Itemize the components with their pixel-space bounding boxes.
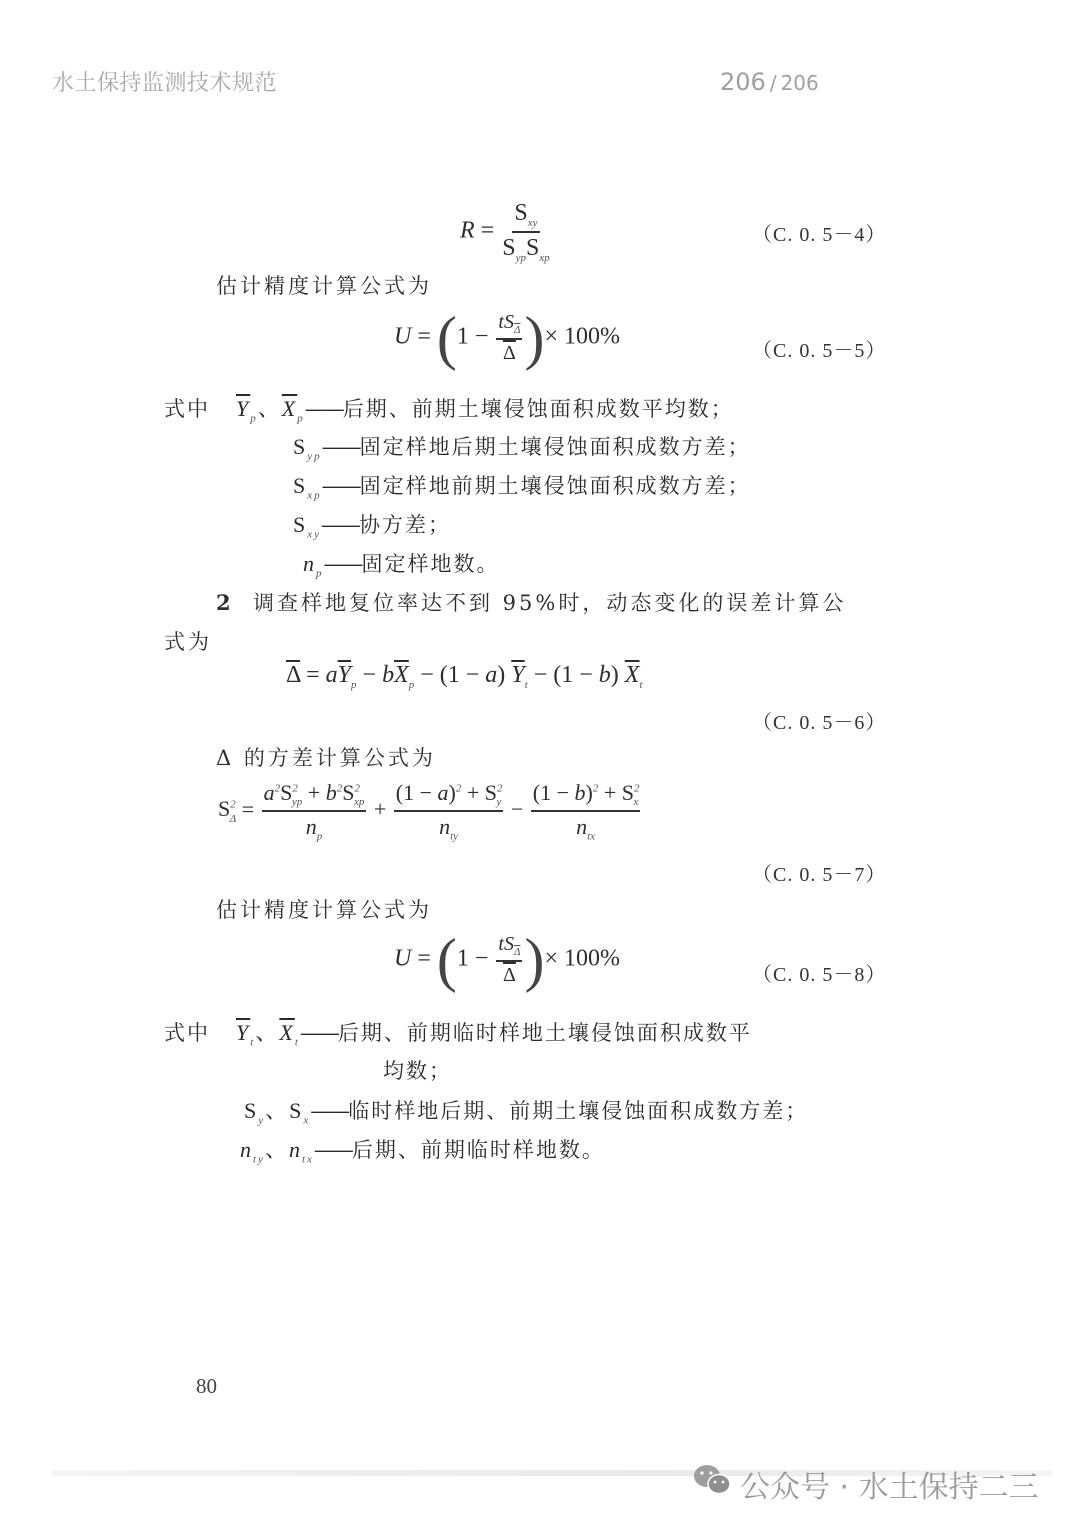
dash: —— [299, 1021, 338, 1045]
right-paren: ) [524, 305, 545, 371]
fraction: $\frac{(1 - b)^2 + S^2_x}{n_{tx}}$ [532, 780, 640, 843]
numerator-t: t [498, 311, 504, 333]
subscript: p [316, 567, 324, 580]
dash: —— [321, 513, 360, 537]
item-number: 2 [216, 590, 234, 615]
watermark [692, 1462, 1039, 1506]
paragraph-text-cont: 式为 [164, 630, 212, 654]
formula-c056: $\overline{\Delta} = a\overline{Y}_p - b\overline{X}_p - (1 - a) \overline{Y}_t - (1 - b)$ $\overline{X}_t$ [286, 662, 643, 691]
dash: —— [321, 474, 360, 498]
separator: 、 [255, 1020, 280, 1045]
denominator: Δ [503, 342, 516, 364]
definition-text-cont: 均数； [383, 1059, 452, 1083]
definition-text: 后期、前期土壤侵蚀面积成数平均数； [342, 397, 734, 421]
times-percent: × 100% [544, 945, 620, 972]
numerator: S [514, 200, 528, 226]
subscript: yp [307, 450, 322, 463]
definition-row [240, 1133, 605, 1165]
total-pages: 206 [780, 71, 819, 95]
equation-number: （C. 0. 5－7） [752, 864, 887, 886]
symbol: S [289, 1098, 304, 1123]
definition-text: 固定样地前期土壤侵蚀面积成数方差； [359, 474, 751, 498]
definition-row [303, 548, 500, 579]
left-paren: ( [436, 927, 457, 993]
left-paren: ( [436, 305, 457, 371]
page-indicator [720, 68, 819, 96]
subscript: tx [301, 1153, 314, 1166]
definition-prefix: 式中 [164, 397, 210, 421]
paragraph-text: 调查样地复位率达不到 95%时，动态变化的误差计算公 [252, 591, 847, 615]
subscript: yp [515, 251, 526, 264]
separator: 、 [265, 1098, 290, 1123]
definition-row [293, 470, 751, 501]
minus-sign: − [474, 323, 489, 350]
definition-text: 临时样地后期、前期土壤侵蚀面积成数方差； [348, 1099, 809, 1123]
definition-text: 协方差； [359, 513, 452, 537]
subscript: p [250, 412, 258, 425]
minus-sign: − [474, 945, 489, 972]
subscript: xp [307, 489, 322, 502]
symbol: n [303, 551, 316, 576]
page-number: 80 [196, 1374, 217, 1398]
paragraph-text: Δ 的方差计算公式为 [216, 746, 436, 770]
symbol: n [240, 1137, 253, 1162]
watermark-text: 公众号 · 水土保持二三 [740, 1470, 1039, 1505]
constant: 1 [456, 323, 469, 350]
formula-c058 [394, 927, 620, 993]
separator: 、 [257, 396, 282, 421]
denominator: Δ [503, 964, 516, 986]
separator: 、 [264, 1137, 289, 1162]
definition-text: 后期、前期临时样地数。 [351, 1138, 605, 1162]
subscript: xy [307, 528, 322, 541]
subscript: p [297, 412, 305, 425]
symbol: $\overline{Y}$ [236, 396, 251, 421]
definition-row [293, 431, 751, 462]
dash: —— [310, 1099, 349, 1123]
equation-number: （C. 0. 5－6） [752, 712, 887, 734]
dash: —— [323, 552, 362, 576]
definition-prefix: 式中 [164, 1021, 210, 1045]
definition-row [244, 1094, 808, 1126]
denominator-part: S [502, 234, 516, 261]
equation-number: （C. 0. 5－8） [752, 964, 887, 986]
page-separator: / [769, 71, 777, 95]
subscript: ty [253, 1153, 265, 1166]
fraction [496, 311, 522, 365]
symbol: $\overline{X}$ [281, 396, 298, 421]
definition-text: 后期、前期临时样地土壤侵蚀面积成数平 [337, 1021, 752, 1045]
symbol: $\overline{X}$ [279, 1020, 295, 1045]
fraction: $\frac{(1 - a)^2 + S^2_y}{n_{ty}}$ [395, 780, 503, 843]
subscript: y [258, 1114, 266, 1127]
subscript: xp [539, 251, 550, 264]
formula-lhs: U [394, 323, 412, 350]
right-paren: ) [524, 927, 545, 993]
subscript: t [250, 1036, 256, 1049]
paragraph-item-2 [216, 587, 846, 617]
paragraph-text: 估计精度计算公式为 [216, 898, 432, 922]
fraction: $\frac{a^2S^2_{yp} + b^2S^2_{xp}}{n_p}$ [263, 780, 365, 843]
subscript: Δ [513, 946, 521, 958]
equals-sign: = [417, 323, 431, 350]
symbol: $\overline{Y}$ [236, 1020, 251, 1045]
formula-c054 [460, 200, 552, 264]
formula-lhs: U [394, 945, 412, 972]
definition-row [164, 1016, 752, 1048]
symbol: n [288, 1137, 302, 1162]
formula-c055 [394, 305, 620, 371]
document-title: 水土保持监测技术规范 [52, 71, 278, 96]
equation-number: （C. 0. 5－5） [752, 340, 887, 362]
symbol: S [293, 512, 308, 537]
current-page: 206 [720, 68, 766, 96]
denominator-part: S [525, 234, 540, 261]
dash: —— [313, 1138, 352, 1162]
dash: —— [321, 435, 360, 459]
paragraph-text: 估计精度计算公式为 [216, 274, 432, 298]
formula-c057: $S^2_\Delta$ = $\frac{a^2S^2_{yp} + b^2S^2_{xp}}{n_p}$ + $\frac{(1 - a)^2 + S^2_y}{n_{ty}}$ − $\frac{(1 - b)^2 + S^2_x}{n_{tx}}$ [218, 780, 640, 843]
equals-sign: = [417, 945, 431, 972]
subscript: Δ [513, 324, 521, 336]
symbol: S [293, 434, 308, 459]
definition-row [164, 392, 734, 424]
dash: —— [304, 397, 343, 421]
fraction [502, 200, 550, 264]
numerator-s: S [503, 933, 514, 955]
symbol: S [293, 473, 308, 498]
wechat-icon [692, 1463, 732, 1505]
equation-number: （C. 0. 5－4） [752, 224, 887, 246]
fraction [496, 933, 522, 987]
numerator-s: S [503, 311, 514, 333]
subscript: xy [527, 216, 538, 229]
subscript: t [294, 1036, 300, 1049]
symbol: S [244, 1098, 259, 1123]
equals-sign: = [480, 217, 495, 244]
subscript: x [303, 1114, 311, 1127]
formula-lhs: R [460, 217, 475, 244]
times-percent: × 100% [544, 323, 620, 350]
definition-text: 固定样地数。 [361, 552, 500, 576]
constant: 1 [456, 945, 469, 972]
numerator-t: t [498, 933, 504, 955]
definition-text: 固定样地后期土壤侵蚀面积成数方差； [359, 435, 751, 459]
definition-row [293, 509, 451, 540]
